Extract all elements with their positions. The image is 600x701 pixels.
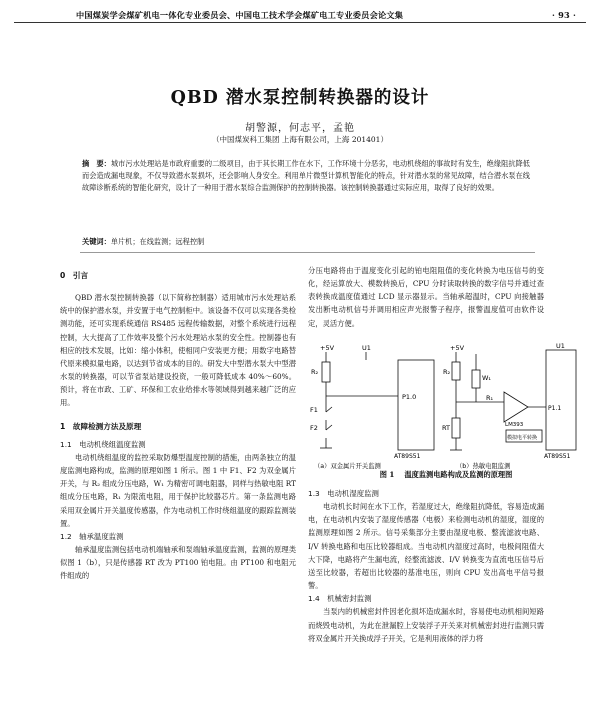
abstract <box>82 158 530 194</box>
page-number: · 93 · <box>552 10 576 20</box>
keywords <box>82 237 530 247</box>
right-column-bottom <box>308 487 544 645</box>
fig-label-chip-b: AT89S51 <box>544 453 571 460</box>
running-header <box>14 6 586 23</box>
subsection-heading: 1.1 电动机绕组温度监测 <box>60 439 146 449</box>
paragraph: 轴承温度监测包括电动机端轴承和泵端轴承温度监测，监测的原理类似图 1（b），只是传感器 RT 改为 PT100 铂电阻。由 PT100 和电阻元件组成的 <box>60 544 296 581</box>
fig-label-f2: F2 <box>310 424 318 432</box>
left-column <box>60 269 296 582</box>
circuit-diagram <box>306 340 586 470</box>
fig-label-chip-a: AT89S51 <box>394 453 421 460</box>
paragraph: 分压电路将由于温度变化引起的铂电阻阻值的变化转换为电压信号的变化，经运算放大、模数转换后，CPU 分时读取转换的数字信号并通过查表转换成温度值通过 LCD 显示器显示。当轴承超温时，CPU 向接触器发出断电动机信号并调用相应声光报警子程序，报警温度值可由软件设定，灵活方便。 <box>308 266 544 328</box>
right-column-top <box>308 264 544 330</box>
figure-caption <box>306 470 586 480</box>
paragraph: 当泵内的机械密封件因老化损坏造成漏水时，容易使电动机相间短路而烧毁电动机，为此在泄漏腔上安装浮子开关来对机械密封进行监测只需将双金属片开关换成浮子开关，它是利用液体的浮力将 <box>308 607 544 643</box>
fig-label-r2-b: R₂ <box>443 368 451 376</box>
fig-label-f1: F1 <box>310 406 318 414</box>
divider <box>80 252 535 253</box>
fig-label-converter: 模拟电平转换 <box>507 435 538 441</box>
fig-sub-caption-b: （b）热敏电阻监测 <box>456 463 511 470</box>
fig-label-vcc: +5V <box>320 344 335 352</box>
paper-title: QBD 潜水泵控制转换器的设计 <box>170 88 430 108</box>
subsection-heading: 1.4 机械密封监测 <box>308 594 372 604</box>
fig-label-u1: U1 <box>362 344 371 352</box>
fig-label-r1: R₁ <box>486 394 494 402</box>
keywords-text: 单片机；在线监测；远程控制 <box>110 237 205 246</box>
section-heading: 1 故障检测方法及原理 <box>60 421 142 431</box>
figure-number: 图 1 <box>379 470 395 479</box>
figure-1 <box>306 340 586 475</box>
figure-caption-text: 温度监测电路构成及监测的原理图 <box>404 470 513 479</box>
fig-label-lm393: LM393 <box>505 422 524 428</box>
fig-label-p10: P1.0 <box>402 393 417 401</box>
paragraph: 电动机绕组温度的监控采取防爆型温度控制的措施，由两条独立的温度监测电路构成，监测的原理如图 1 所示。图 1 中 F1、F2 为双金属片开关，与 R₂ 组成分压电路，W₁ 为精密可调电阻器，同样与热敏电阻 RT 组成分压电路，R₁ 为限流电阻，用于保护比较器芯片。第一条监测电路采用双金属片开关温度传感器，作为电动机工作时绕组温度的跟踪监测装置。 <box>60 452 296 528</box>
fig-label-vcc-b: +5V <box>450 344 465 352</box>
running-title: 中国煤炭学会煤矿机电一体化专业委员会、中国电工技术学会煤矿电工专业委员会论文集 <box>76 10 404 20</box>
abstract-text: 城市污水处理站是市政府重要的二级项目，由于其长期工作在水下，工作环境十分恶劣，电动机绕组的事故时有发生，绝缘阻抗降低而会造成漏电现象，不仅导致潜水泵损坏，还会影响人身安全。利用单片微型计算机智能化的特点，针对潜水泵的常见故障，结合潜水泵在线故障诊断系统的智能化研究，设计了一种用于潜水泵综合监测保护的控制转换器。该控制转换器通过实际应用，取得了良好的效果。 <box>82 159 530 192</box>
fig-sub-caption-a: （a）双金属片开关监测 <box>314 463 381 470</box>
fig-label-rt: RT <box>442 424 451 432</box>
keywords-label: 关键词： <box>82 237 111 246</box>
authors: 胡警源，何志平，孟艳 <box>245 123 355 134</box>
subsection-heading: 1.2 轴承温度监测 <box>60 531 124 541</box>
section-heading: 0 引言 <box>60 271 89 280</box>
fig-label-u1-b: U1 <box>556 342 565 350</box>
paragraph: 电动机长时间在水下工作，若湿度过大，绝缘阻抗降低，容易造成漏电，在电动机内安装了湿度传感器（电极）来检测电动机的湿度，湿度的监测原理如图 2 所示。信号采集部分主要由湿度电极、整流滤波电路、I/V 转换电路和电压比较器组成。当电动机内湿度过高时，电极间阻值大大下降，电路将产生漏电流，经整流滤波、I/V 转换变为直流电压信号后送至比较器，若超出比较器的基准电压，则向 CPU 发出高电平信号报警。 <box>308 502 544 591</box>
fig-label-p11: P1.1 <box>548 405 562 412</box>
subsection-heading: 1.3 电动机湿度监测 <box>308 489 379 498</box>
paragraph: QBD 潜水泵控制转换器（以下简称控制器）适用城市污水处理站系统中的保护潜水泵，并安置于电气控制柜中。该设备不仅可以实现各类检测功能，还可实现系统通信 RS485 远程传输数据，对整个系统进行远程控制，大大提高了工作效率及整个污水处理站水泵的安全性。控制器也有相应的技术发展，比如：缩小体积，使相同户安装更方便；用数字电路替代原来模拟量电路，以达到节省成本的目的。研发大中型潜水泵大中型潜水泵的转换器，可以节省泵站建设投资，一般可降低成本 40%～60%。预计，将在市政、工矿、环保和工农业给排水等领域得到越来越广泛的应用。 <box>60 293 296 408</box>
fig-label-w1: W₁ <box>482 374 492 382</box>
abstract-label: 摘 要： <box>82 159 111 168</box>
fig-label-r2: R₂ <box>311 368 319 376</box>
affiliation: （中国煤炭科工集团 上海有限公司，上海 201401） <box>212 135 388 144</box>
